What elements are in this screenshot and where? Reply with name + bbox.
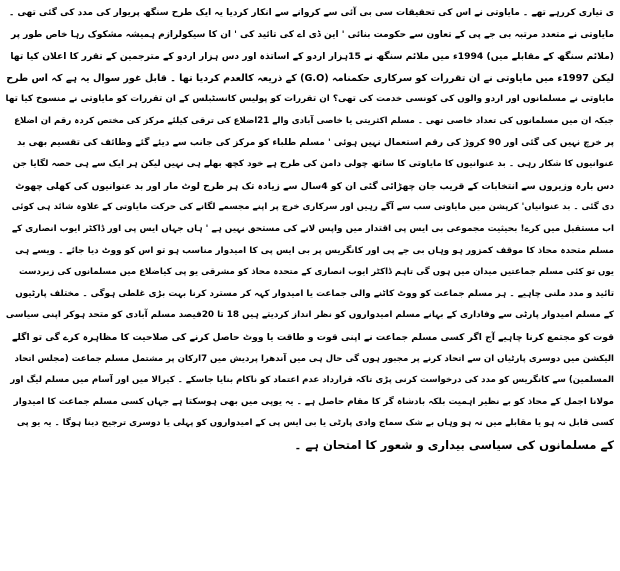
article-line: تائید و مدد ملنی چاہیے ۔ ہر مسلم جماعت کو ووٹ کاٹنے والی جماعت یا امیدوار کہہ کر مسترد کرنا بہت بڑی غلطی ہوگی ۔ مختلف پارٹیوں xyxy=(15,288,614,299)
article-line: لیکن 1997ء میں مایاوتی نے ان تقررات کو سرکاری حکمنامہ (G.O) کے ذریعہ کالعدم کردیا تھا ۔ قابل غور سوال یہ ہے کہ اس طرح xyxy=(6,72,614,84)
article-line: مسلم متحدہ محاذ کا موقف کمزور ہو وہاں بی جے پی اور کانگریس پر بی ایس پی کا امیدوار مناسب ہو تو اس کو ووٹ دیا جائے ۔ ویسے ہی xyxy=(15,245,614,256)
article-line: اب مستقبل میں کرے! بحیثیت مجموعی بی ایس پی اقتدار میں واپس لانے کی مستحق نہیں ہے ' ہاں جہاں ایس پی اور ڈاکٹر ایوب انصاری کے xyxy=(11,223,614,234)
article-line: عنوانیوں کا شکار رہی ۔ بد عنوانیوں کا مایاوتی کا ساتھ چولی دامن کی طرح ہے خود کچھ بھلے ہی نہیں لیکن ہر ایک سے ہی حصہ لگایا جن xyxy=(12,159,614,170)
article-line: کسی قابل نہ ہو یا مقابلے میں نہ ہو وہاں بے شک سماج وادی پارٹی یا بی ایس پی کے امیدواروں کو پہلی یا دوسری ترجیح دینا ہوگا ۔ یہ یو پی xyxy=(16,418,614,429)
article-line: جبکہ ان میں مسلمانوں کی تعداد خاصی تھی ۔ مسلم اکثریتی یا خاصی آبادی والے 21اضلاع کی ترقی کیلئے مرکز کی مختص کردہ رقم ان اضلاع xyxy=(14,115,614,126)
article-line: ی تیاری کررہے تھے ۔ مایاوتی نے اس کی تحقیقات سی بی آئی سے کروانے سے انکار کردیا یہ ایک طرح سنگھ پریوار کی مدد کی گئی تھی ۔ xyxy=(9,8,614,18)
article-line: یوں تو کئی مسلم جماعتیں میدان میں ہوں گی تاہم ڈاکٹر ایوب انصاری کے متحدہ محاذ کو مشرقی یو پی کیاضلاع میں مسلمانوں کی زبردست xyxy=(18,267,614,278)
article-line: کے مسلمانوں کی سیاسی بیداری و شعور کا امتحان ہے ۔ xyxy=(294,437,614,452)
article-line: قوت کو مجتمع کرنا چاہیے آج اگر کسی مسلم جماعت نے اپنی قوت و طاقت یا ووٹ حاصل کرنے کی صلاحیت کا مظاہرہ کرے گی تو اگلے xyxy=(11,331,614,343)
article-line: الیکشن میں دوسری پارٹیاں ان سے اتحاد کرنے پر مجبور ہوں گی حال ہی میں آندھرا پردیش میں 7ارکان پر مشتمل مسلم جماعت (مجلس اتحاد xyxy=(14,353,614,364)
article-line: (ملائم سنگھ کے مقابلے میں) 1994ء میں ملائم سنگھ نے 15ہزار اردو کے اساتذہ اور دس ہزار اردو کے مترجمین کے تقرر کا اعلان کیا تھا xyxy=(10,51,614,63)
article-body xyxy=(6,3,614,456)
article-line: دی گئی ۔ بد عنوانیاں' کرپشن میں مایاوتی سب سے آگے رہیں اور سرکاری خرچ پر اپنے مجسمے لگانے کی حرکت مایاوتی کے علاوہ شائد ہی کوئی xyxy=(11,202,614,213)
article-line: مولانا اجمل کے محاذ کو بے نظیر اہمیت بلکہ بادشاہ گر کا مقام حاصل ہے ۔ یہ یوپی میں بھی ہوسکتا ہے جہاں کسی مسلم جماعت کا امیدوار xyxy=(13,396,614,407)
article-line: دس بارہ وزیروں سے انتخابات کے قریب جان چھڑائی گئی ان کو 4سال سے زیادہ تک ہر طرح لوٹ مار اور بد عنوانیوں کی کھلی چھوٹ xyxy=(15,180,614,192)
article-line: پر خرچ نہیں کی گئی اور 90 کروڑ کی رقم استعمال نہیں ہوئی ' مسلم طلباء کو مرکز کی جانب سے دیئے گئے وظائف کی تقسیم بھی بد xyxy=(16,137,614,148)
article-line: کے مسلم امیدوار پارٹی سے وفاداری کے بہانے مسلم امیدواروں کو نظر انداز کردیتے ہیں 18 تا 20فیصد مسلم آبادی کو متحد ہوکر اپنی سیاسی xyxy=(6,310,614,321)
article-line: مایاوتی نے متعدد مرتبہ بی جے پی کے تعاون سے حکومت بنائی ' این ڈی اے کی تائید کی ' ان کا سیکولرازم ہمیشہ مشکوک رہا خاص طور پر xyxy=(11,29,614,40)
article-line: مایاوتی نے مسلمانوں اور اردو والوں کی کونسی خدمت کی تھی؟ ان تقررات کو پولیس کانسٹبلس کے ان تقررات کو مایاوتی نے منسوخ کیا تھا xyxy=(6,94,614,105)
article-line: المسلمین) سے کانگریس کو مدد کی درخواست کرنی پڑی تاکہ قرارداد عدم اعتماد کو ناکام بنایا جاسکے ۔ کیرالا میں اور آسام میں مسلم لیگ اور xyxy=(10,375,614,386)
